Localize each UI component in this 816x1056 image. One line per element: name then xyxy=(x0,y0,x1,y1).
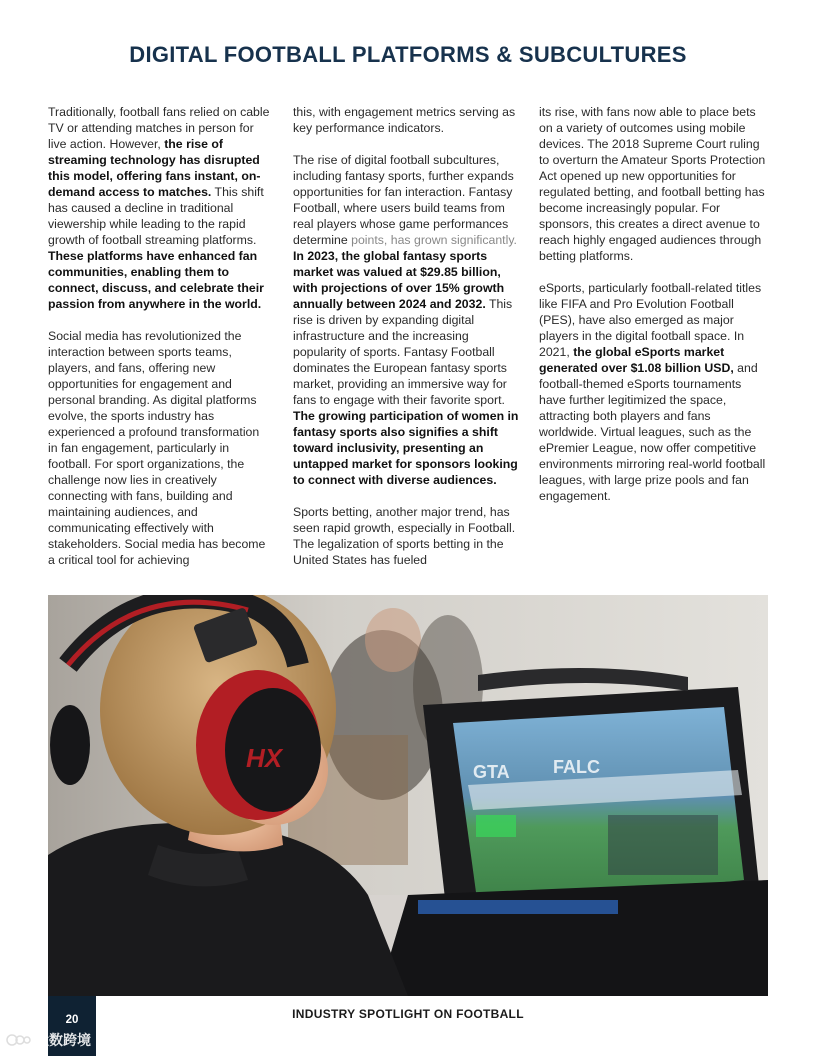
paragraph: The rise of digital football subcultures, including fantasy sports, further expands opportunities for fan interaction. Fantasy Football, where users build teams from real players whose game performances determine points, has grown significantly. In 2023, the global fantasy sports market was valued at $29.85 billion, with projections of over 15% growth annually between 2024 and 2032. This rise is driven by expanding digital infrastructure and the increasing popularity of sports. Fantasy Football dominates the European fantasy sports market, providing an immersive way for fans to engage with their favorite sport. The growing participation of women in fantasy sports also signifies a shift toward inclusivity, presenting an untapped market for sponsors looking to connect with diverse audiences. xyxy=(293,153,519,487)
paragraph: this, with engagement metrics serving as key performance indicators. xyxy=(293,105,516,135)
watermark xyxy=(6,1030,91,1050)
footer-title: INDUSTRY SPOTLIGHT ON FOOTBALL xyxy=(292,1007,524,1021)
watermark-logo-icon xyxy=(6,1033,32,1047)
text-column-3 xyxy=(539,104,767,520)
page-number: 20 xyxy=(65,1014,79,1026)
text-column-1 xyxy=(48,104,270,584)
page-title: DIGITAL FOOTBALL PLATFORMS & SUBCULTURES xyxy=(129,42,687,67)
screen-text-right: FALC xyxy=(553,757,600,777)
paragraph: Sports betting, another major trend, has seen rapid growth, especially in Football. The legalization of sports betting in the United States has fueled xyxy=(293,505,516,567)
paragraph: Social media has revolutionized the interaction between sports teams, players, and fans, offering new opportunities for engagement and personal branding. As digital platforms evolve, the sports industry has experienced a profound transformation in fan engagement, particularly in football. For sport organizations, the challenge now lies in creatively connecting with fans, building and maintaining audiences, and communicating effectively with stakeholders. Social media has become a critical tool for achieving xyxy=(48,329,266,567)
screen-text-left: GTA xyxy=(473,762,510,782)
paragraph: Traditionally, football fans relied on cable TV or attending matches in person for live action. However, the rise of streaming technology has disrupted this model, offering fans instant, on-demand access to matches. This shift has caused a decline in traditional viewership while leading to the rapid growth of football streaming platforms. These platforms have enhanced fan communities, enabling them to connect, discuss, and celebrate their passion from anywhere in the world. xyxy=(48,105,270,311)
gamer-photo xyxy=(48,595,768,996)
paragraph: eSports, particularly football-related titles like FIFA and Pro Evolution Football (PES), have also emerged as major players in the digital football space. In 2021, the global eSports market generated over $1.08 billion USD, and football-themed eSports tournaments have further legitimized the space, attracting both players and fans worldwide. Virtual leagues, such as the ePremier League, now offer competitive environments mirroring real-world football leagues, with large prize pools and fan engagement. xyxy=(539,281,766,503)
text-column-2 xyxy=(293,104,525,584)
paragraph: its rise, with fans now able to place bets on a variety of outcomes using mobile devices. The 2018 Supreme Court ruling to overturn the Amateur Sports Protection Act opened up new opportunities for regulated betting, and football betting has become increasingly popular. For sponsors, this creates a direct avenue to reach highly engaged audiences through betting platforms. xyxy=(539,105,766,263)
headphone-logo: HX xyxy=(246,743,283,773)
watermark-text: 大数跨境 xyxy=(35,1032,91,1048)
